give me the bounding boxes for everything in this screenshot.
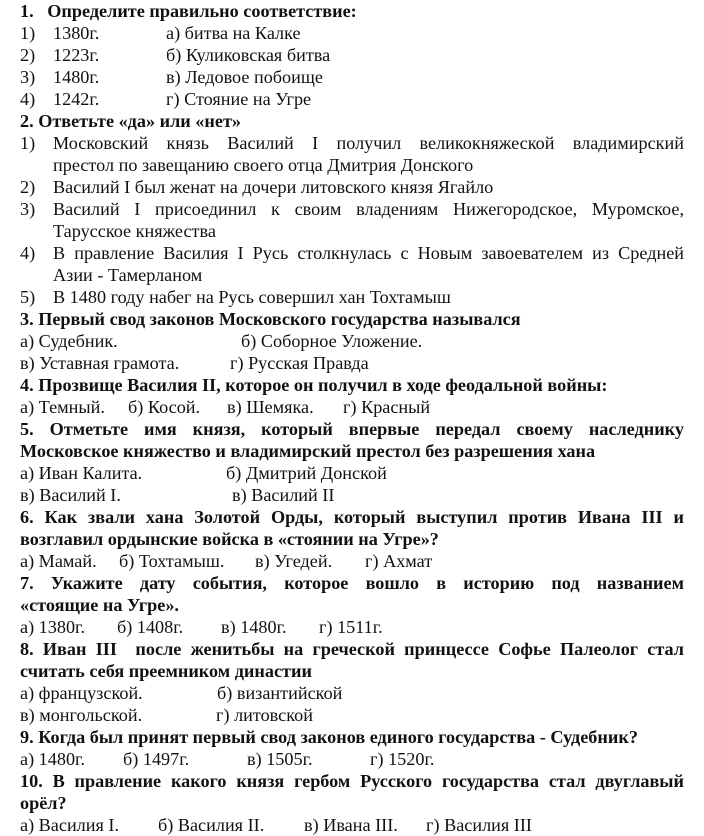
q3-options: в) Уставная грамота. г) Русская Правда	[20, 353, 369, 373]
question-7-title: 7. Укажите дату события, которое вошло в историю под названием	[20, 573, 684, 593]
question-10-title-cont: орёл?	[20, 793, 67, 813]
question-6-title: 6. Как звали хана Золотой Орды, который выступил против Ивана III и	[20, 507, 684, 527]
q2-item-cont: престол по завещанию своего отца Дмитрия Донского	[53, 155, 474, 175]
q5-options: а) Иван Калита. б) Дмитрий Донской	[20, 463, 387, 483]
q3-options: а) Судебник. б) Соборное Уложение.	[20, 331, 423, 351]
q1-row: 3) 1480г. в) Ледовое побоище	[20, 67, 323, 87]
question-1-title: 1. Определите правильно соответствие:	[20, 1, 357, 21]
q1-row: 2) 1223г. б) Куликовская битва	[20, 45, 331, 65]
question-9-title: 9. Когда был принят первый свод законов единого государства - Судебник?	[20, 727, 638, 747]
q8-options: в) монгольской. г) литовской	[20, 705, 313, 725]
q9-options: а) 1480г. б) 1497г. в) 1505г. г) 1520г.	[20, 749, 435, 769]
q5-options: в) Василий I. в) Василий II	[20, 485, 335, 505]
question-10-title: 10. В правление какого князя гербом Русского государства стал двуглавый	[20, 771, 684, 791]
q6-options: а) Мамай. б) Тохтамыш. в) Угедей. г) Ахмат	[20, 551, 433, 571]
question-8-title: 8. Иван III после женитьбы на греческой принцессе Софье Палеолог стал	[20, 639, 684, 659]
q2-item: 3) Василий I присоединил к своим владениям Нижегородское, Муромское,	[20, 199, 684, 219]
question-8-title-cont: считать себя преемником династии	[20, 661, 312, 681]
q2-item: 5) В 1480 году набег на Русь совершил хан Тохтамыш	[20, 287, 451, 307]
q2-item-cont: Азии - Тамерланом	[53, 265, 203, 285]
q1-row: 4) 1242г. г) Стояние на Угре	[20, 89, 312, 109]
q2-item-cont: Тарусское княжества	[53, 221, 216, 241]
question-3-title: 3. Первый свод законов Московского государства назывался	[20, 309, 521, 329]
question-7-title-cont: «стоящие на Угре».	[20, 595, 179, 615]
question-5-title: 5. Отметьте имя князя, который впервые передал своему наследнику	[20, 419, 684, 439]
q7-options: а) 1380г. б) 1408г. в) 1480г. г) 1511г.	[20, 617, 383, 637]
q1-row: 1) 1380г. а) битва на Калке	[20, 23, 301, 43]
question-6-title-cont: возглавил ордынские войска в «стоянии на Угре»?	[20, 529, 439, 549]
question-5-title-cont: Московское княжество и владимирский престол без разрешения хана	[20, 441, 596, 461]
question-4-title: 4. Прозвище Василия II, которое он получил в ходе феодальной войны:	[20, 375, 608, 395]
q10-options: а) Василия I. б) Василия II. в) Ивана III. г) Василия III	[20, 815, 532, 835]
q2-item: 1) Московский князь Василий I получил великокняжеской владимирский	[20, 133, 684, 153]
question-2-title: 2. Ответьте «да» или «нет»	[20, 111, 241, 131]
q4-options: а) Темный. б) Косой. в) Шемяка. г) Красный	[20, 397, 431, 417]
q8-options: а) французской. б) византийской	[20, 683, 343, 703]
q2-item: 2) Василий I был женат на дочери литовского князя Ягайло	[20, 177, 494, 197]
q2-item: 4) В правление Василия I Русь столкнулась с Новым завоевателем из Средней	[20, 243, 684, 263]
